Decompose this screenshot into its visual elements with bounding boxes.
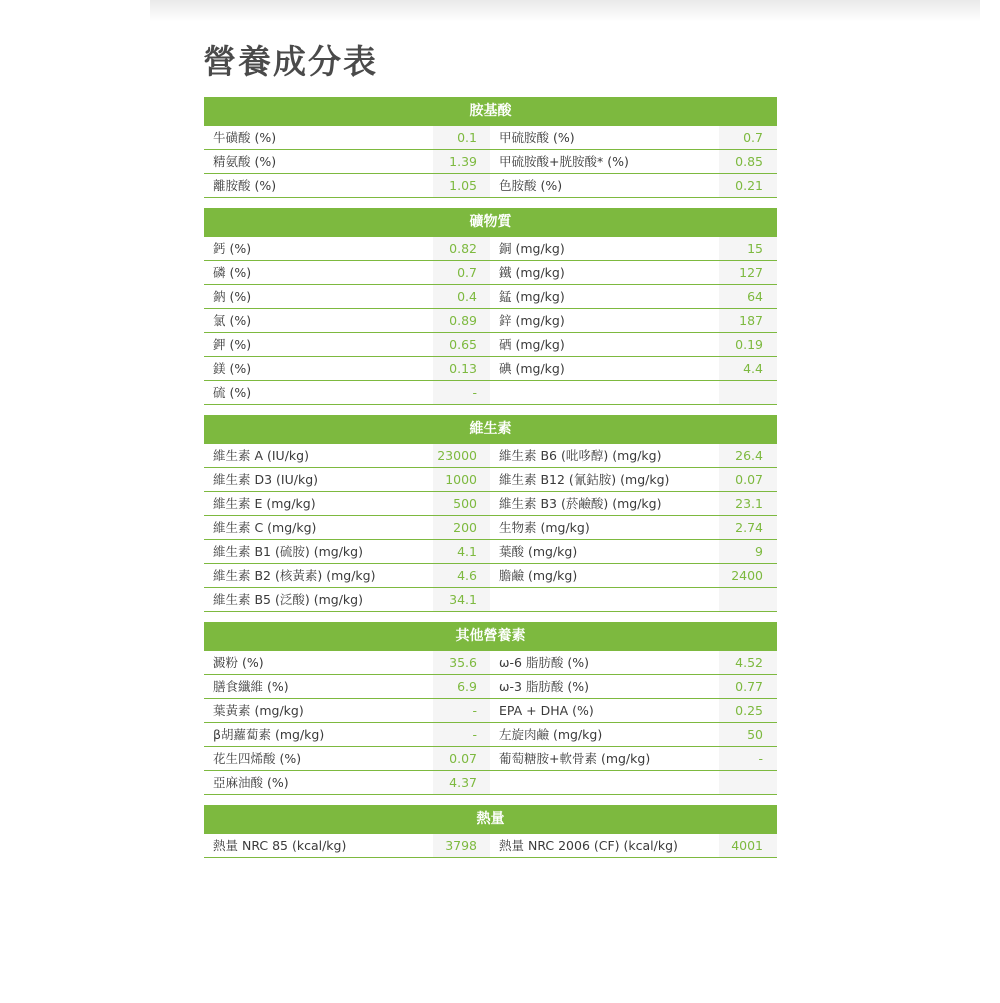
nutrient-row (204, 381, 777, 405)
nutrient-row (204, 564, 777, 588)
nutrient-value: - (433, 699, 490, 723)
section-header: 胺基酸 (204, 97, 777, 126)
nutrient-value: 0.25 (719, 699, 777, 723)
nutrient-row (204, 237, 777, 261)
nutrient-name: 維生素 C (mg/kg) (204, 516, 433, 540)
nutrient-value: 0.19 (719, 333, 777, 357)
nutrient-value: 23.1 (719, 492, 777, 516)
nutrient-name: 熱量 NRC 85 (kcal/kg) (204, 834, 433, 858)
nutrient-name: 色胺酸 (%) (490, 174, 719, 198)
nutrient-name: 膽鹼 (mg/kg) (490, 564, 719, 588)
nutrient-name: 澱粉 (%) (204, 651, 433, 675)
nutrient-name: 鎂 (%) (204, 357, 433, 381)
nutrient-name: 離胺酸 (%) (204, 174, 433, 198)
nutrient-name: 花生四烯酸 (%) (204, 747, 433, 771)
nutrient-name: β胡蘿蔔素 (mg/kg) (204, 723, 433, 747)
section-gap (204, 795, 777, 805)
nutrient-value: 187 (719, 309, 777, 333)
nutrient-name: 維生素 E (mg/kg) (204, 492, 433, 516)
nutrient-value: 2.74 (719, 516, 777, 540)
nutrient-row (204, 333, 777, 357)
empty-cell (719, 771, 777, 795)
nutrient-value: 0.13 (433, 357, 490, 381)
section-header: 其他營養素 (204, 622, 777, 651)
nutrient-name: 硫 (%) (204, 381, 433, 405)
nutrient-value: 0.77 (719, 675, 777, 699)
nutrient-name: 鉀 (%) (204, 333, 433, 357)
nutrition-section (204, 805, 777, 858)
nutrient-value: 3798 (433, 834, 490, 858)
nutrient-name: 亞麻油酸 (%) (204, 771, 433, 795)
nutrition-section (204, 622, 777, 795)
nutrient-value: 0.7 (719, 126, 777, 150)
section-gap (204, 405, 777, 415)
nutrient-row (204, 468, 777, 492)
nutrient-value: 0.89 (433, 309, 490, 333)
nutrient-value: 35.6 (433, 651, 490, 675)
nutrient-value: 500 (433, 492, 490, 516)
nutrient-value: 4.1 (433, 540, 490, 564)
nutrient-value: - (719, 747, 777, 771)
nutrient-name: 磷 (%) (204, 261, 433, 285)
nutrient-name: 牛磺酸 (%) (204, 126, 433, 150)
nutrition-table (204, 97, 777, 858)
nutrient-name: 銅 (mg/kg) (490, 237, 719, 261)
nutrient-value: 50 (719, 723, 777, 747)
nutrient-name: 鐵 (mg/kg) (490, 261, 719, 285)
nutrient-value: 1000 (433, 468, 490, 492)
nutrition-section (204, 97, 777, 198)
nutrient-value: 4.6 (433, 564, 490, 588)
section-header: 熱量 (204, 805, 777, 834)
nutrient-value: 6.9 (433, 675, 490, 699)
nutrient-name: 膳食纖維 (%) (204, 675, 433, 699)
nutrient-name: 甲硫胺酸+胱胺酸* (%) (490, 150, 719, 174)
nutrient-value: 1.05 (433, 174, 490, 198)
nutrient-row (204, 174, 777, 198)
nutrient-row (204, 540, 777, 564)
nutrient-row (204, 699, 777, 723)
nutrient-name: 鈣 (%) (204, 237, 433, 261)
nutrient-value: 127 (719, 261, 777, 285)
nutrient-name: 維生素 B12 (氰鈷胺) (mg/kg) (490, 468, 719, 492)
nutrient-value: 4.4 (719, 357, 777, 381)
section-header: 礦物質 (204, 208, 777, 237)
nutrient-value: 200 (433, 516, 490, 540)
nutrient-name: 左旋肉鹼 (mg/kg) (490, 723, 719, 747)
nutrient-value: 0.7 (433, 261, 490, 285)
nutrient-name: 精氨酸 (%) (204, 150, 433, 174)
nutrient-row (204, 723, 777, 747)
nutrient-row (204, 444, 777, 468)
nutrient-row (204, 834, 777, 858)
nutrient-row (204, 261, 777, 285)
nutrient-name: 鋅 (mg/kg) (490, 309, 719, 333)
nutrient-row (204, 150, 777, 174)
nutrient-value: 9 (719, 540, 777, 564)
nutrient-value: 0.65 (433, 333, 490, 357)
nutrient-value: 0.1 (433, 126, 490, 150)
nutrient-name: 熱量 NRC 2006 (CF) (kcal/kg) (490, 834, 719, 858)
page-title: 營養成分表 (203, 42, 378, 81)
nutrient-name: 維生素 B2 (核黃素) (mg/kg) (204, 564, 433, 588)
nutrient-name: 錳 (mg/kg) (490, 285, 719, 309)
empty-cell (719, 381, 777, 405)
nutrient-name: 維生素 B1 (硫胺) (mg/kg) (204, 540, 433, 564)
section-gap (204, 198, 777, 208)
nutrient-name: ω-3 脂肪酸 (%) (490, 675, 719, 699)
nutrient-value: 0.4 (433, 285, 490, 309)
nutrient-value: 64 (719, 285, 777, 309)
nutrient-value: - (433, 723, 490, 747)
nutrient-name: 葉酸 (mg/kg) (490, 540, 719, 564)
nutrition-section (204, 415, 777, 612)
nutrient-value: 4.52 (719, 651, 777, 675)
empty-cell (490, 381, 719, 405)
nutrient-name: 維生素 B5 (泛酸) (mg/kg) (204, 588, 433, 612)
nutrient-name: 維生素 D3 (IU/kg) (204, 468, 433, 492)
nutrient-row (204, 126, 777, 150)
nutrient-value: 34.1 (433, 588, 490, 612)
nutrient-value: 23000 (433, 444, 490, 468)
nutrient-name: ω-6 脂肪酸 (%) (490, 651, 719, 675)
nutrient-value: - (433, 381, 490, 405)
nutrient-name: 葡萄糖胺+軟骨素 (mg/kg) (490, 747, 719, 771)
nutrient-name: 甲硫胺酸 (%) (490, 126, 719, 150)
nutrient-row (204, 747, 777, 771)
nutrition-section (204, 208, 777, 405)
nutrient-row (204, 651, 777, 675)
nutrient-row (204, 771, 777, 795)
empty-cell (490, 588, 719, 612)
nutrient-value: 1.39 (433, 150, 490, 174)
section-header: 維生素 (204, 415, 777, 444)
nutrient-value: 26.4 (719, 444, 777, 468)
nutrient-name: 硒 (mg/kg) (490, 333, 719, 357)
empty-cell (490, 771, 719, 795)
nutrient-value: 2400 (719, 564, 777, 588)
nutrient-name: EPA + DHA (%) (490, 699, 719, 723)
nutrient-value: 4.37 (433, 771, 490, 795)
nutrient-row (204, 516, 777, 540)
nutrient-value: 0.82 (433, 237, 490, 261)
nutrient-row (204, 285, 777, 309)
nutrient-name: 維生素 A (IU/kg) (204, 444, 433, 468)
nutrient-name: 維生素 B3 (菸鹼酸) (mg/kg) (490, 492, 719, 516)
nutrient-row (204, 675, 777, 699)
nutrient-name: 生物素 (mg/kg) (490, 516, 719, 540)
nutrient-name: 維生素 B6 (吡哆醇) (mg/kg) (490, 444, 719, 468)
nutrient-value: 4001 (719, 834, 777, 858)
nutrient-name: 氯 (%) (204, 309, 433, 333)
section-gap (204, 612, 777, 622)
nutrient-value: 0.07 (433, 747, 490, 771)
nutrient-row (204, 309, 777, 333)
nutrient-value: 0.85 (719, 150, 777, 174)
nutrient-value: 15 (719, 237, 777, 261)
nutrient-value: 0.07 (719, 468, 777, 492)
nutrient-name: 葉黃素 (mg/kg) (204, 699, 433, 723)
nutrient-name: 鈉 (%) (204, 285, 433, 309)
empty-cell (719, 588, 777, 612)
top-shadow (150, 0, 980, 22)
nutrient-value: 0.21 (719, 174, 777, 198)
nutrient-row (204, 492, 777, 516)
nutrient-row (204, 357, 777, 381)
nutrient-name: 碘 (mg/kg) (490, 357, 719, 381)
nutrient-row (204, 588, 777, 612)
